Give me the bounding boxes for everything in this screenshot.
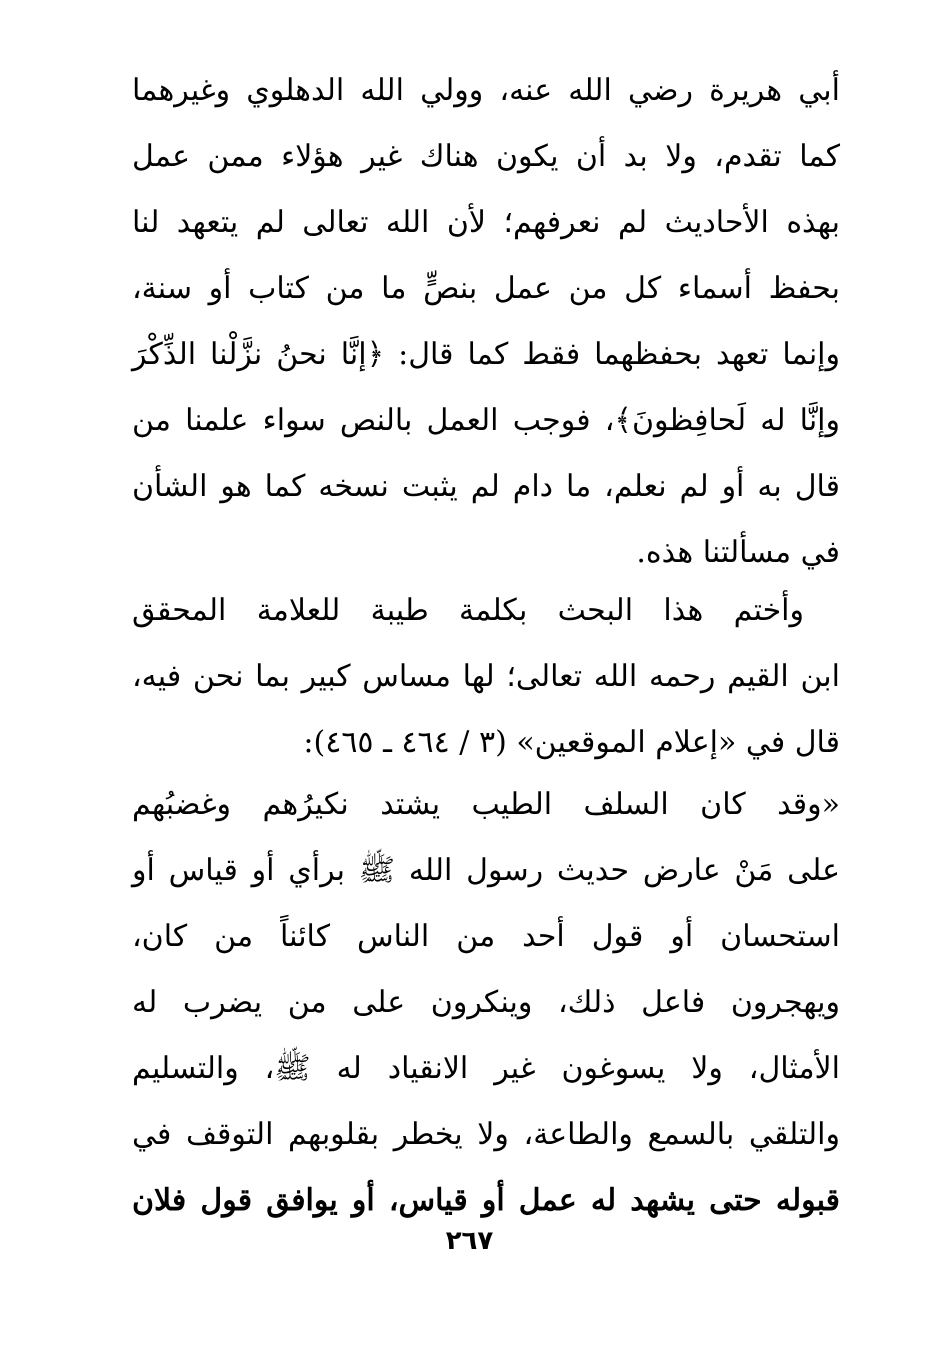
text-line: الأمثال، ولا يسوغون غير الانقياد له ﷺ، والتسليم (132, 1051, 840, 1086)
text-line: استحسان أو قول أحد من الناس كائناً من كان، (132, 919, 840, 954)
quotation-paragraph (132, 772, 840, 1234)
text-line: ابن القيم رحمه الله تعالى؛ لها مساس كبير بما نحن فيه، (132, 659, 840, 694)
text-line: أبي هريرة رضي الله عنه، وولي الله الدهلوي وغيرهما (132, 73, 840, 108)
text-line: قال به أو لم نعلم، ما دام لم يثبت نسخه كما هو الشأن (132, 469, 840, 504)
paragraph-1 (132, 58, 840, 586)
text-line: بحفظ أسماء كل من عمل بنصٍّ ما من كتاب أو سنة، (132, 271, 840, 306)
text-line: «وقد كان السلف الطيب يشتد نكيرُهم وغضبُهم (132, 787, 840, 822)
text-line: بهذه الأحاديث لم نعرفهم؛ لأن الله تعالى لم يتعهد لنا (132, 205, 840, 240)
text-line: كما تقدم، ولا بد أن يكون هناك غير هؤلاء ممن عمل (132, 139, 840, 174)
text-line: وإنَّا له لَحافِظونَ﴾، فوجب العمل بالنص سواء علمنا من (132, 403, 840, 438)
text-line: قبوله حتى يشهد له عمل أو قياس، أو يوافق قول فلان (132, 1183, 840, 1218)
page-number: ٢٦٧ (445, 1226, 494, 1256)
text-line: وإنما تعهد بحفظهما فقط كما قال: ﴿إنَّا نحنُ نزَّلْنا الذِّكْرَ (132, 337, 840, 372)
text-line: على مَنْ عارض حديث رسول الله ﷺ برأي أو قياس أو (132, 853, 840, 888)
text-line: ويهجرون فاعل ذلك، وينكرون على من يضرب له (132, 985, 840, 1020)
text-line: في مسألتنا هذه. (636, 535, 840, 570)
text-line: قال في «إعلام الموقعين» (٣ / ٤٦٤ ـ ٤٦٥): (303, 725, 840, 760)
text-line: والتلقي بالسمع والطاعة، ولا يخطر بقلوبهم التوقف في (132, 1117, 840, 1152)
text-line: وأختم هذا البحث بكلمة طيبة للعلامة المحقق (132, 593, 804, 628)
paragraph-2 (132, 578, 840, 776)
